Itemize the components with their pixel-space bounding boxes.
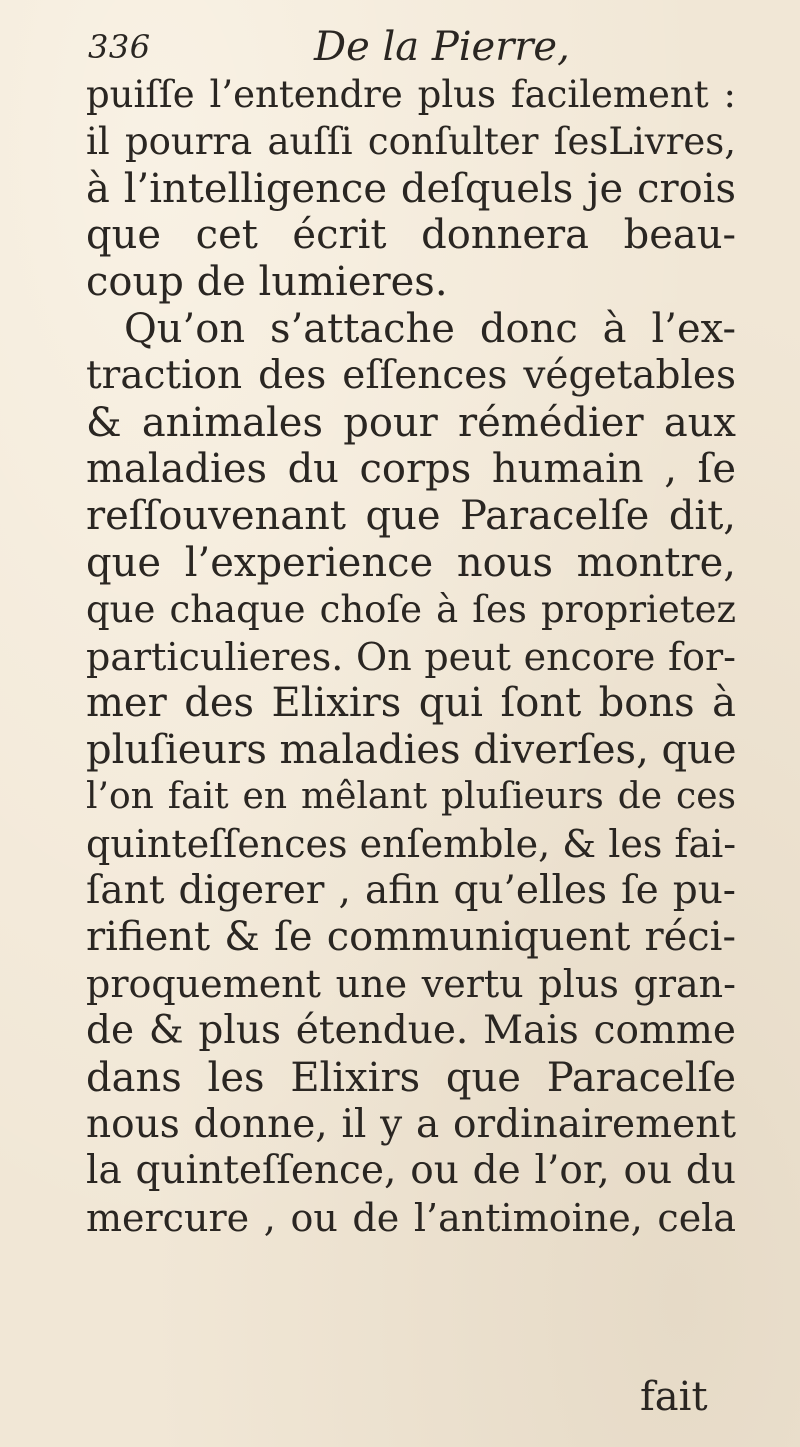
text-line: que cet écrit donnera beau-	[86, 212, 736, 259]
text-line: & animales pour rémédier aux	[86, 399, 736, 446]
text-line: il pourra auſſi conſulter ſesLivres,	[86, 119, 736, 163]
text-line: mer des Elixirs qui ſont bons à	[86, 680, 736, 727]
text-line: quinteſſences enſemble, & les fai-	[86, 821, 737, 866]
text-line: à l’intelligence deſquels je crois	[86, 165, 736, 212]
text-line: l’on fait en mêlant pluſieurs de ces	[86, 775, 736, 817]
text-line: reſſouvenant que Paracelſe dit,	[86, 493, 736, 540]
paragraph-start-line: Qu’on s’attache donc à l’ex-	[124, 305, 736, 352]
text-line: la quinteſſence, ou de l’or, ou du	[86, 1148, 736, 1194]
text-line: maladies du corps humain , ſe	[86, 446, 736, 493]
text-line: particulieres. On peut encore for-	[86, 634, 736, 679]
text-line: de & plus étendue. Mais comme	[86, 1007, 736, 1053]
running-title: De la Pierre,	[314, 24, 570, 70]
running-head	[88, 20, 728, 80]
text-line: dans les Elixirs que Paracelſe	[86, 1054, 736, 1101]
page-number: 336	[88, 28, 151, 66]
body-text	[86, 72, 736, 1242]
text-line: pluſieurs maladies diverſes, que	[86, 727, 737, 774]
catchword: fait	[640, 1374, 708, 1420]
text-line: rifient & ſe communiquent réci-	[86, 914, 736, 961]
text-line: mercure , ou de l’antimoine, cela	[86, 1196, 736, 1241]
text-line: ſant digerer , afin qu’elles ſe pu-	[86, 867, 736, 913]
text-line: proquement une vertu plus gran-	[86, 962, 736, 1007]
text-line: que chaque choſe à ſes proprietez	[86, 587, 736, 631]
text-line: traction des eſſences végetables	[86, 352, 736, 398]
text-line: puiſſe l’entendre plus facilement :	[86, 73, 736, 116]
text-line: coup de lumieres.	[86, 259, 448, 306]
text-line: nous donne, il y a ordinairement	[86, 1101, 736, 1147]
text-line: que l’experience nous montre,	[86, 539, 736, 586]
